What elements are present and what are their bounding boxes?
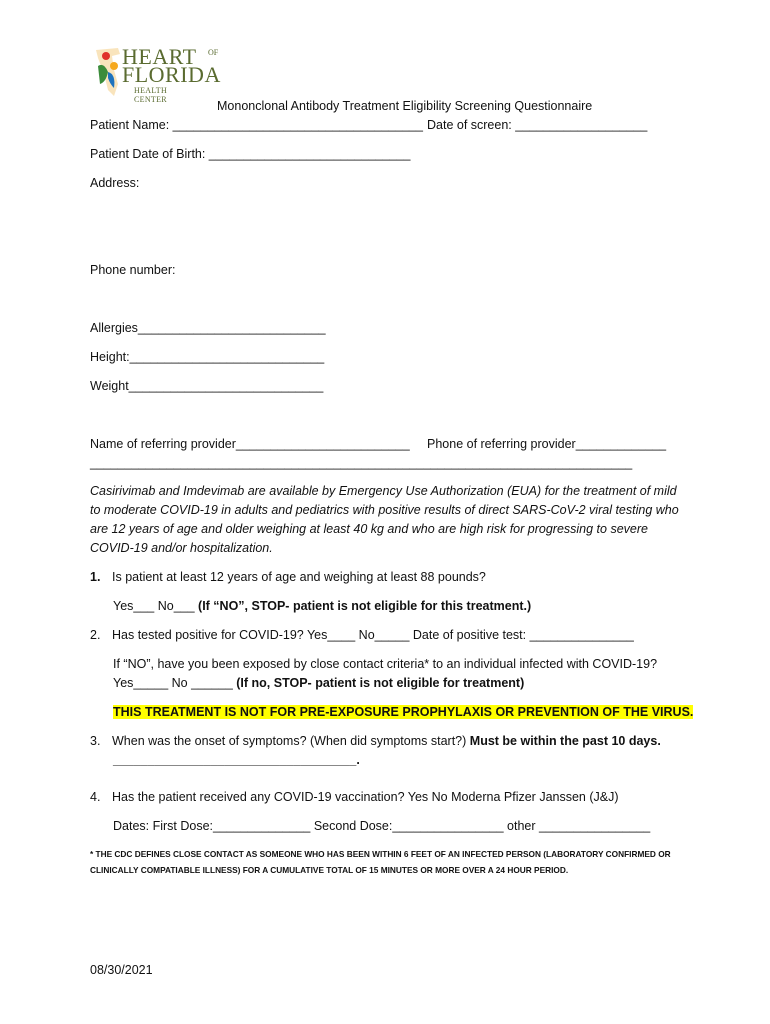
- question-2-number: 2.: [90, 628, 101, 642]
- eua-paragraph: Casirivimab and Imdevimab are available by Emergency Use Authorization (EUA) for the treatment of mild to moderate COVID-19 in adults and pediatrics with positive results of direct SARS-CoV-2 viral testing who are 12 years of age and older weighing at least 40 kg and who are high risk for progressing to severe COVID-19 and/or hospitalization.: [90, 484, 679, 555]
- document-date: 08/30/2021: [90, 963, 153, 977]
- logo-heart: HEART: [122, 44, 197, 69]
- allergies-field: Allergies___________________________: [90, 321, 326, 335]
- warning-banner: [113, 704, 693, 720]
- address-label: Address:: [90, 176, 140, 190]
- question-2: [90, 627, 634, 643]
- question-3-answer-line: ___________________________________.: [113, 753, 360, 767]
- question-2-stop-note: (If no, STOP- patient is not eligible for treatment): [236, 676, 525, 690]
- question-2-text: Has tested positive for COVID-19? Yes____ No_____ Date of positive test: _______________: [112, 628, 634, 642]
- question-4-number: 4.: [90, 790, 101, 804]
- question-2-followup: If “NO”, have you been exposed by close contact criteria* to an individual infected with COVID-19?: [113, 657, 658, 671]
- question-3: [90, 733, 661, 749]
- document-title: Mononclonal Antibody Treatment Eligibility Screening Questionnaire: [217, 99, 593, 113]
- logo-health-center: HEALTH CENTER: [134, 86, 168, 104]
- phone-label: Phone number:: [90, 263, 176, 277]
- logo-of: OF: [208, 48, 219, 57]
- question-3-requirement: Must be within the past 10 days.: [469, 734, 661, 748]
- dob-field: Patient Date of Birth: _____________________________: [90, 147, 411, 161]
- question-1-text: Is patient at least 12 years of age and weighing at least 88 pounds?: [112, 570, 486, 584]
- referring-provider-phone: Phone of referring provider_____________: [427, 437, 667, 451]
- weight-field: Weight____________________________: [90, 379, 324, 393]
- question-4: [90, 789, 619, 805]
- florida-figure-icon: [92, 44, 122, 100]
- question-3-text: When was the onset of symptoms? (When did symptoms start?): [112, 734, 470, 748]
- question-1-number: 1.: [90, 570, 101, 584]
- logo-florida: FLORIDA: [122, 62, 221, 87]
- separator-line: ______________________________________________________________________________: [90, 456, 633, 470]
- question-1-answer: [113, 598, 531, 614]
- referring-provider-name: Name of referring provider_________________________: [90, 437, 410, 451]
- close-contact-footnote: * THE CDC DEFINES CLOSE CONTACT AS SOMEONE WHO HAS BEEN WITHIN 6 FEET OF AN INFECTED PERSON (LABORATORY CONFIRMED OR CLINICALLY COMPATIABLE ILLNESS) FOR A CUMULATIVE TOTAL OF 15 MINUTES OR MORE OVER A 24 HOUR PERIOD.: [90, 849, 671, 875]
- question-1: [90, 569, 486, 585]
- question-4-doses: Dates: First Dose:______________ Second Dose:________________ other ________________: [113, 819, 651, 833]
- warning-text: THIS TREATMENT IS NOT FOR PRE-EXPOSURE PROPHYLAXIS OR PREVENTION OF THE VIRUS.: [113, 705, 694, 719]
- question-2-answer: [113, 675, 524, 691]
- question-4-text: Has the patient received any COVID-19 vaccination? Yes No Moderna Pfizer Janssen (J&J): [112, 790, 619, 804]
- patient-name-field: Patient Name: ____________________________________: [90, 118, 423, 132]
- question-1-stop-note: (If “NO”, STOP- patient is not eligible for this treatment.): [198, 599, 532, 613]
- question-3-number: 3.: [90, 734, 101, 748]
- heart-of-florida-logo: [92, 42, 222, 102]
- question-1-answer-blanks: Yes___ No___: [113, 599, 199, 613]
- date-of-screen-field: Date of screen: ___________________: [427, 118, 648, 132]
- height-field: Height:____________________________: [90, 350, 325, 364]
- question-2-answer-blanks: Yes_____ No ______: [113, 676, 237, 690]
